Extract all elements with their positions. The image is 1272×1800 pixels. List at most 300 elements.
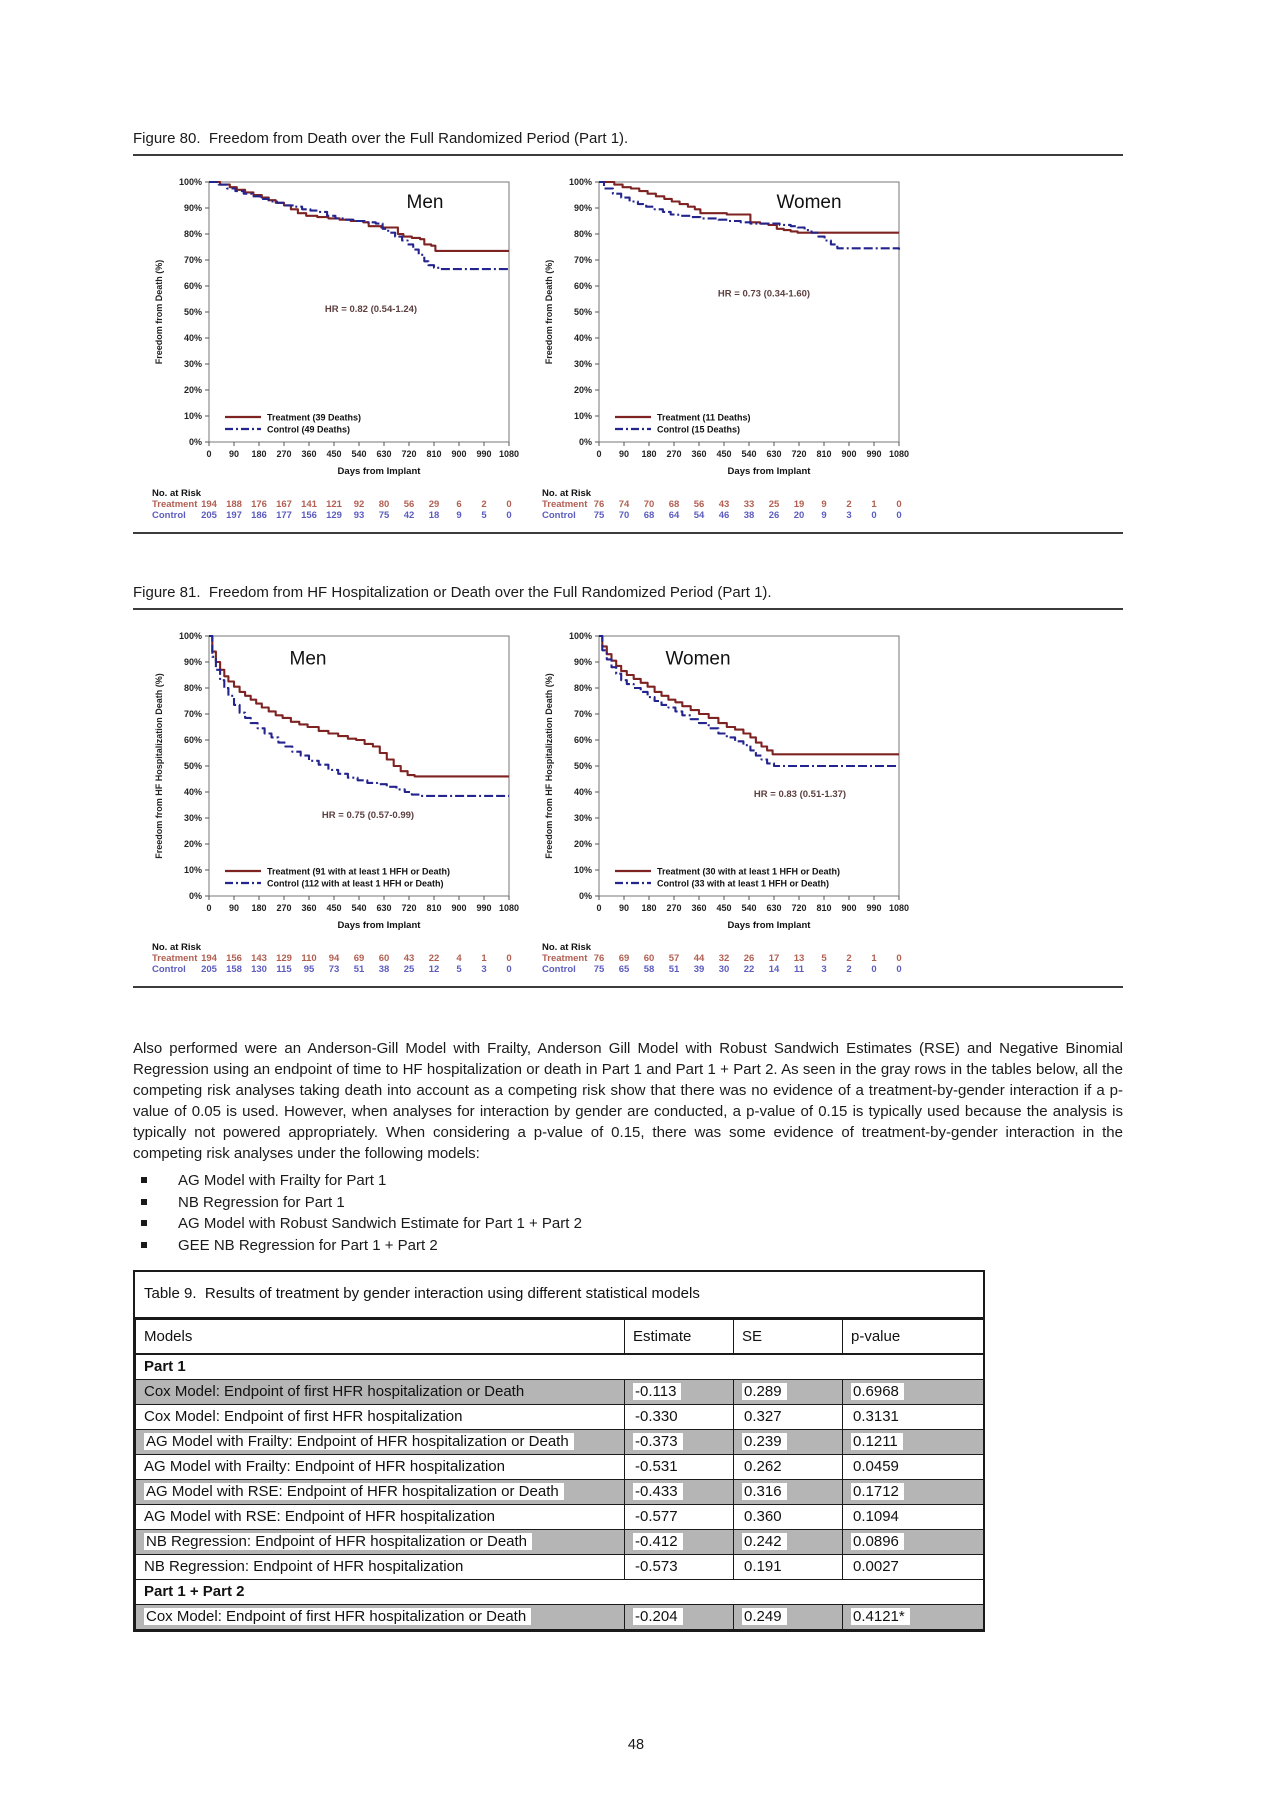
y-tick-label: 40%	[573, 787, 592, 797]
bullet-square-icon	[141, 1199, 147, 1205]
y-tick-label: 40%	[183, 787, 202, 797]
model-cell: AG Model with Frailty: Endpoint of HFR hospitalization or Death	[136, 1429, 625, 1454]
se-cell: 0.249	[734, 1604, 843, 1629]
risk-value: 156	[301, 510, 317, 521]
x-tick-label: 90	[618, 903, 630, 913]
x-tick-label: 630	[376, 903, 392, 913]
bullet-item: AG Model with Robust Sandwich Estimate for Part 1 + Part 2	[141, 1213, 1123, 1235]
risk-value: 5	[456, 964, 462, 975]
risk-value: 75	[593, 510, 605, 521]
risk-row-label: Treatment	[152, 499, 198, 510]
risk-value: 143	[251, 953, 267, 964]
se-cell: 0.239	[734, 1429, 843, 1454]
y-tick-label: 0%	[578, 437, 592, 447]
legend-label: Control (49 Deaths)	[267, 424, 351, 435]
km-chart-women	[541, 168, 915, 526]
risk-value: 57	[668, 953, 680, 964]
column-header-3: p-value	[843, 1320, 984, 1355]
y-tick-label: 100%	[178, 631, 202, 641]
y-axis-label: Freedom from Death (%)	[154, 259, 164, 365]
x-tick-label: 900	[841, 903, 857, 913]
risk-row-label: Treatment	[542, 953, 588, 964]
x-tick-label: 540	[741, 903, 757, 913]
figure-81-charts	[133, 610, 1123, 986]
risk-table-header: No. at Risk	[542, 488, 592, 499]
risk-value: 2	[846, 964, 852, 975]
risk-value: 4	[456, 953, 462, 964]
section-row	[136, 1354, 984, 1379]
x-axis-label: Days from Implant	[337, 466, 421, 477]
risk-value: 129	[276, 953, 292, 964]
risk-value: 75	[593, 964, 605, 975]
risk-value: 3	[481, 964, 487, 975]
risk-value: 44	[693, 953, 705, 964]
km-chart-men	[151, 622, 525, 980]
y-axis-label: Freedom from HF Hospitalization Death (%)	[544, 673, 554, 859]
risk-value: 141	[301, 499, 317, 510]
y-tick-label: 90%	[573, 657, 592, 667]
x-tick-label: 810	[816, 449, 832, 459]
risk-value: 56	[403, 499, 415, 510]
pvalue-cell: 0.1094	[843, 1504, 984, 1529]
risk-value: 51	[668, 964, 680, 975]
x-tick-label: 990	[476, 903, 492, 913]
risk-value: 17	[768, 953, 780, 964]
x-tick-label: 1080	[888, 449, 910, 459]
risk-value: 68	[668, 499, 680, 510]
estimate-cell: -0.577	[625, 1504, 734, 1529]
risk-value: 5	[821, 953, 827, 964]
risk-value: 11	[793, 964, 805, 975]
x-tick-label: 0	[206, 903, 212, 913]
risk-value: 32	[718, 953, 730, 964]
table-9	[133, 1270, 985, 1632]
risk-value: 5	[481, 510, 487, 521]
risk-value: 0	[506, 510, 512, 521]
risk-value: 69	[353, 953, 365, 964]
table-row	[136, 1404, 984, 1429]
pvalue-cell: 0.1712	[843, 1479, 984, 1504]
risk-value: 74	[618, 499, 630, 510]
risk-value: 2	[846, 953, 852, 964]
risk-value: 54	[693, 510, 705, 521]
model-cell: Cox Model: Endpoint of first HFR hospitalization or Death	[136, 1379, 625, 1404]
legend-label: Treatment (11 Deaths)	[657, 412, 751, 423]
risk-value: 39	[693, 964, 705, 975]
risk-value: 58	[643, 964, 655, 975]
risk-value: 43	[718, 499, 730, 510]
risk-value: 26	[768, 510, 780, 521]
estimate-cell: -0.573	[625, 1554, 734, 1579]
y-tick-label: 0%	[188, 891, 202, 901]
model-cell: AG Model with RSE: Endpoint of HFR hospitalization or Death	[136, 1479, 625, 1504]
estimate-cell: -0.373	[625, 1429, 734, 1454]
risk-value: 38	[743, 510, 755, 521]
risk-value: 20	[793, 510, 805, 521]
hr-annotation: HR = 0.82 (0.54-1.24)	[324, 304, 418, 315]
x-tick-label: 990	[866, 903, 882, 913]
risk-value: 30	[718, 964, 730, 975]
x-tick-label: 0	[596, 449, 602, 459]
pvalue-cell: 0.0027	[843, 1554, 984, 1579]
y-tick-label: 70%	[183, 255, 202, 265]
risk-table-header: No. at Risk	[152, 942, 202, 953]
x-tick-label: 0	[206, 449, 212, 459]
risk-value: 19	[793, 499, 805, 510]
risk-value: 76	[593, 953, 605, 964]
risk-value: 121	[326, 499, 342, 510]
bullet-item: AG Model with Frailty for Part 1	[141, 1170, 1123, 1192]
risk-value: 56	[693, 499, 705, 510]
model-cell: Cox Model: Endpoint of first HFR hospitalization	[136, 1404, 625, 1429]
risk-value: 73	[328, 964, 340, 975]
y-tick-label: 60%	[573, 281, 592, 291]
risk-value: 194	[201, 499, 217, 510]
y-tick-label: 10%	[183, 865, 202, 875]
risk-value: 0	[896, 499, 902, 510]
risk-value: 70	[643, 499, 655, 510]
page-content	[133, 130, 1123, 1632]
risk-value: 18	[428, 510, 440, 521]
risk-value: 14	[768, 964, 780, 975]
risk-value: 167	[276, 499, 292, 510]
chart-title: Men	[289, 648, 327, 670]
se-cell: 0.262	[734, 1454, 843, 1479]
risk-value: 25	[768, 499, 780, 510]
pvalue-cell: 0.3131	[843, 1404, 984, 1429]
risk-row-label: Control	[152, 964, 186, 975]
column-header-0: Models	[136, 1320, 625, 1355]
y-tick-label: 50%	[573, 307, 592, 317]
risk-value: 197	[226, 510, 242, 521]
y-tick-label: 60%	[573, 735, 592, 745]
risk-value: 60	[643, 953, 655, 964]
se-cell: 0.316	[734, 1479, 843, 1504]
x-tick-label: 450	[716, 449, 732, 459]
risk-value: 0	[506, 964, 512, 975]
bullet-item: NB Regression for Part 1	[141, 1192, 1123, 1214]
x-tick-label: 90	[228, 449, 240, 459]
risk-value: 93	[353, 510, 365, 521]
table-row	[136, 1504, 984, 1529]
plot-area	[209, 636, 509, 896]
x-tick-label: 720	[401, 449, 417, 459]
risk-row-label: Control	[152, 510, 186, 521]
risk-value: 13	[793, 953, 805, 964]
figure-80	[133, 130, 1123, 534]
x-tick-label: 630	[766, 903, 782, 913]
estimate-cell: -0.204	[625, 1604, 734, 1629]
risk-value: 76	[593, 499, 605, 510]
x-axis-label: Days from Implant	[337, 920, 421, 931]
x-tick-label: 1080	[498, 449, 520, 459]
se-cell: 0.289	[734, 1379, 843, 1404]
table-row	[136, 1479, 984, 1504]
y-tick-label: 100%	[568, 177, 592, 187]
risk-value: 1	[481, 953, 487, 964]
risk-value: 9	[456, 510, 462, 521]
y-tick-label: 20%	[183, 385, 202, 395]
risk-value: 80	[378, 499, 390, 510]
risk-value: 0	[871, 964, 877, 975]
y-tick-label: 100%	[568, 631, 592, 641]
legend-label: Treatment (91 with at least 1 HFH or Death)	[267, 866, 451, 877]
x-tick-label: 720	[791, 449, 807, 459]
risk-value: 0	[506, 953, 512, 964]
x-tick-label: 90	[618, 449, 630, 459]
x-tick-label: 180	[251, 903, 267, 913]
risk-value: 0	[871, 510, 877, 521]
y-tick-label: 50%	[183, 761, 202, 771]
risk-value: 0	[896, 510, 902, 521]
bullet-item: GEE NB Regression for Part 1 + Part 2	[141, 1235, 1123, 1257]
y-tick-label: 70%	[573, 255, 592, 265]
x-tick-label: 1080	[888, 903, 910, 913]
risk-value: 42	[403, 510, 415, 521]
y-tick-label: 0%	[188, 437, 202, 447]
y-tick-label: 20%	[573, 385, 592, 395]
hr-annotation: HR = 0.83 (0.51-1.37)	[753, 789, 847, 801]
risk-value: 0	[506, 499, 512, 510]
risk-value: 94	[328, 953, 340, 964]
risk-value: 9	[821, 510, 827, 521]
column-header-1: Estimate	[625, 1320, 734, 1355]
risk-table-header: No. at Risk	[152, 488, 202, 499]
figure-80-caption: Figure 80. Freedom from Death over the Full Randomized Period (Part 1).	[133, 130, 1123, 156]
legend-label: Treatment (30 with at least 1 HFH or Death)	[657, 866, 841, 877]
y-tick-label: 90%	[183, 657, 202, 667]
risk-value: 64	[668, 510, 680, 521]
x-tick-label: 450	[326, 449, 342, 459]
estimate-cell: -0.412	[625, 1529, 734, 1554]
x-tick-label: 180	[641, 449, 657, 459]
model-cell: AG Model with RSE: Endpoint of HFR hospitalization	[136, 1504, 625, 1529]
risk-value: 46	[718, 510, 730, 521]
risk-value: 188	[226, 499, 242, 510]
x-tick-label: 630	[376, 449, 392, 459]
pvalue-cell: 0.4121*	[843, 1604, 984, 1629]
risk-value: 68	[643, 510, 655, 521]
x-tick-label: 540	[351, 903, 367, 913]
x-tick-label: 360	[691, 903, 707, 913]
risk-value: 205	[201, 510, 217, 521]
x-tick-label: 810	[426, 903, 442, 913]
risk-value: 22	[428, 953, 440, 964]
risk-row-label: Treatment	[542, 499, 588, 510]
risk-value: 65	[618, 964, 630, 975]
model-cell: Cox Model: Endpoint of first HFR hospitalization or Death	[136, 1604, 625, 1629]
figure-81	[133, 584, 1123, 988]
chart-title: Women	[665, 648, 731, 670]
x-axis-label: Days from Implant	[727, 920, 811, 931]
x-tick-label: 360	[301, 903, 317, 913]
risk-value: 6	[456, 499, 462, 510]
x-tick-label: 360	[691, 449, 707, 459]
x-tick-label: 270	[666, 449, 682, 459]
x-tick-label: 990	[476, 449, 492, 459]
y-tick-label: 10%	[573, 411, 592, 421]
y-tick-label: 50%	[183, 307, 202, 317]
section-title: Part 1 + Part 2	[136, 1579, 984, 1604]
estimate-cell: -0.433	[625, 1479, 734, 1504]
y-tick-label: 30%	[183, 813, 202, 823]
figure-80-charts	[133, 156, 1123, 532]
risk-value: 51	[353, 964, 365, 975]
table-row	[136, 1604, 984, 1629]
y-tick-label: 70%	[183, 709, 202, 719]
table-row	[136, 1379, 984, 1404]
risk-value: 29	[428, 499, 440, 510]
hr-annotation: HR = 0.73 (0.34-1.60)	[717, 288, 811, 300]
legend-label: Control (112 with at least 1 HFH or Death)	[267, 878, 444, 889]
risk-value: 0	[896, 964, 902, 975]
analysis-paragraph: Also performed were an Anderson-Gill Model with Frailty, Anderson Gill Model with Robust Sandwich Estimates (RSE) and Negative Binomial Regression using an endpoint of time to HF hospitalization or death in Part 1 and Part 1 + Part 2. As seen in the gray rows in the tables below, all the competing risk analyses taking death into account as a competing risk show that there was no evidence of a treatment-by-gender interaction if a p-value of 0.05 is used. However, when analyses for interaction by gender are conducted, a p-value of 0.15 is typically used because the analysis is typically not powered appropriately. When considering a p-value of 0.15, there was some evidence of treatment-by-gender interaction in the competing risk analyses under the following models:	[133, 1040, 1123, 1162]
risk-value: 38	[378, 964, 390, 975]
risk-value: 12	[428, 964, 440, 975]
risk-value: 186	[251, 510, 267, 521]
x-tick-label: 720	[791, 903, 807, 913]
y-tick-label: 60%	[183, 281, 202, 291]
figure-81-caption: Figure 81. Freedom from HF Hospitalization or Death over the Full Randomized Period (Part 1).	[133, 584, 1123, 610]
risk-value: 156	[226, 953, 242, 964]
pvalue-cell: 0.0896	[843, 1529, 984, 1554]
estimate-cell: -0.531	[625, 1454, 734, 1479]
risk-value: 70	[618, 510, 630, 521]
x-tick-label: 450	[326, 903, 342, 913]
y-tick-label: 70%	[573, 709, 592, 719]
chart-title: Men	[406, 192, 444, 213]
risk-value: 130	[251, 964, 267, 975]
x-tick-label: 810	[426, 449, 442, 459]
bullet-square-icon	[141, 1220, 147, 1226]
x-tick-label: 900	[451, 449, 467, 459]
x-axis-label: Days from Implant	[727, 466, 811, 477]
risk-value: 2	[846, 499, 852, 510]
x-tick-label: 1080	[498, 903, 520, 913]
page-number: 48	[627, 1737, 645, 1753]
y-tick-label: 10%	[183, 411, 202, 421]
x-tick-label: 900	[451, 903, 467, 913]
x-tick-label: 450	[716, 903, 732, 913]
y-tick-label: 80%	[183, 683, 202, 693]
km-chart-men	[151, 168, 525, 526]
table-row	[136, 1429, 984, 1454]
y-tick-label: 80%	[573, 229, 592, 239]
table-9-caption: Table 9. Results of treatment by gender interaction using different statistical models	[135, 1272, 983, 1319]
plot-area	[599, 182, 899, 442]
pvalue-cell: 0.0459	[843, 1454, 984, 1479]
risk-value: 129	[326, 510, 342, 521]
estimate-cell: -0.330	[625, 1404, 734, 1429]
y-tick-label: 80%	[573, 683, 592, 693]
y-tick-label: 80%	[183, 229, 202, 239]
estimate-cell: -0.113	[625, 1379, 734, 1404]
y-tick-label: 100%	[178, 177, 202, 187]
risk-value: 26	[743, 953, 755, 964]
risk-value: 115	[276, 964, 292, 975]
y-tick-label: 40%	[573, 333, 592, 343]
risk-value: 33	[743, 499, 755, 510]
risk-value: 75	[378, 510, 390, 521]
se-cell: 0.360	[734, 1504, 843, 1529]
x-tick-label: 180	[641, 903, 657, 913]
y-tick-label: 30%	[573, 813, 592, 823]
y-tick-label: 30%	[183, 359, 202, 369]
x-tick-label: 360	[301, 449, 317, 459]
risk-value: 95	[303, 964, 315, 975]
se-cell: 0.191	[734, 1554, 843, 1579]
risk-value: 1	[871, 499, 877, 510]
table-9-grid	[135, 1319, 984, 1630]
table-row	[136, 1554, 984, 1579]
risk-value: 194	[201, 953, 217, 964]
pvalue-cell: 0.6968	[843, 1379, 984, 1404]
risk-row-label: Control	[542, 964, 576, 975]
risk-value: 22	[743, 964, 755, 975]
risk-value: 92	[353, 499, 365, 510]
model-bullet-list	[141, 1170, 1123, 1256]
risk-value: 158	[226, 964, 242, 975]
y-tick-label: 20%	[183, 839, 202, 849]
section-row	[136, 1579, 984, 1604]
risk-value: 60	[378, 953, 390, 964]
x-tick-label: 900	[841, 449, 857, 459]
column-header-2: SE	[734, 1320, 843, 1355]
risk-value: 176	[251, 499, 267, 510]
y-tick-label: 60%	[183, 735, 202, 745]
bullet-square-icon	[141, 1177, 147, 1183]
se-cell: 0.242	[734, 1529, 843, 1554]
x-tick-label: 270	[276, 903, 292, 913]
y-tick-label: 20%	[573, 839, 592, 849]
risk-value: 9	[821, 499, 827, 510]
risk-table-header: No. at Risk	[542, 942, 592, 953]
legend-label: Control (15 Deaths)	[657, 424, 741, 435]
se-cell: 0.327	[734, 1404, 843, 1429]
section-title: Part 1	[136, 1354, 984, 1379]
x-tick-label: 270	[666, 903, 682, 913]
risk-value: 0	[896, 953, 902, 964]
km-chart-women	[541, 622, 915, 980]
x-tick-label: 540	[351, 449, 367, 459]
risk-row-label: Control	[542, 510, 576, 521]
table-header-row	[136, 1320, 984, 1355]
x-tick-label: 90	[228, 903, 240, 913]
x-tick-label: 810	[816, 903, 832, 913]
model-cell: AG Model with Frailty: Endpoint of HFR hospitalization	[136, 1454, 625, 1479]
hr-annotation: HR = 0.75 (0.57-0.99)	[321, 810, 415, 821]
legend-label: Treatment (39 Deaths)	[267, 412, 362, 423]
risk-value: 205	[201, 964, 217, 975]
table-row	[136, 1529, 984, 1554]
risk-value: 110	[301, 953, 317, 964]
x-tick-label: 990	[866, 449, 882, 459]
y-tick-label: 90%	[183, 203, 202, 213]
risk-row-label: Treatment	[152, 953, 198, 964]
y-tick-label: 90%	[573, 203, 592, 213]
y-tick-label: 0%	[578, 891, 592, 901]
risk-value: 69	[618, 953, 630, 964]
model-cell: NB Regression: Endpoint of HFR hospitalization	[136, 1554, 625, 1579]
y-tick-label: 50%	[573, 761, 592, 771]
y-tick-label: 30%	[573, 359, 592, 369]
x-tick-label: 0	[596, 903, 602, 913]
x-tick-label: 540	[741, 449, 757, 459]
risk-value: 177	[276, 510, 292, 521]
chart-title: Women	[776, 192, 842, 213]
model-cell: NB Regression: Endpoint of HFR hospitalization or Death	[136, 1529, 625, 1554]
risk-value: 25	[403, 964, 415, 975]
